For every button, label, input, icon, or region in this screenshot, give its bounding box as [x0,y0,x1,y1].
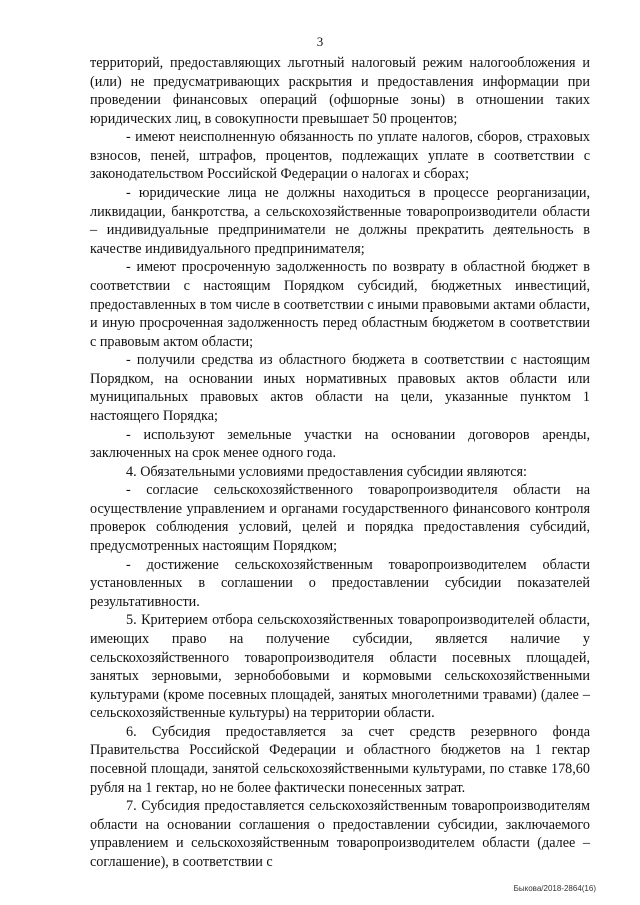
paragraph-tax-debt: - имеют неисполненную обязанность по уплате налогов, сборов, страховых взносов, пеней, штрафов, процентов, подлежащих уплате в соответствии с законодательством Российской Федерации о налогах и сборах; [90,129,590,183]
document-body [90,54,590,871]
paragraph-item-4: 4. Обязательными условиями предоставления субсидии являются: [126,463,527,480]
paragraph-item-6: 6. Субсидия предоставляется за счет средств резервного фонда Правительства Российской Федерации и областного бюджетов на 1 гектар посевной площади, занятой сельскохозяйственными культурами, по ставке 178,60 рубля на 1 гектар, но не более фактически понесенных затрат. [90,723,590,796]
paragraph-consent: - согласие сельскохозяйственного товаропроизводителя области на осуществление управлением и органами государственного финансового контроля проверок соблюдения условий, целей и порядка предоставления субсидий, предусмотренных настоящим Порядком; [90,482,590,555]
paragraph-land-lease: - используют земельные участки на основании договоров аренды, заключенных на срок менее одного года. [90,426,590,462]
paragraph-item-5: 5. Критерием отбора сельскохозяйственных товаропроизводителей области, имеющих право на получение субсидии, является наличие у сельскохозяйственного товаропроизводителя области посевных площадей, занятых зерновыми, зернобобовыми и кормовыми сельскохозяйственными культурами (кроме посевных площадей, занятых многолетними травами) (далее – сельскохозяйственные культуры) на территории области. [90,612,590,722]
paragraph-overdue-debt: - имеют просроченную задолженность по возврату в областной бюджет в соответствии с настоящим Порядком субсидий, бюджетных инвестиций, предоставленных в том числе в соответствии с иными правовыми актами области, и иную просроченная задолженность перед областным бюджетом в соответствии с правовым актом области; [90,259,590,350]
document-registration-code: Быкова/2018-2864(16) [513,884,596,893]
paragraph-continuation: территорий, предоставляющих льготный налоговый режим налогообложения и (или) не предусматривающих раскрытия и предоставления информации при проведении финансовых операций (офшорные зоны) в отношении таких юридических лиц, в совокупности превышает 50 процентов; [90,55,590,127]
paragraph-item-7: 7. Субсидия предоставляется сельскохозяйственным товаропроизводителям области на основании соглашения о предоставлении субсидии, заключаемого управлением и сельскохозяйственным товаропроизводителем области (далее – соглашение), в соответствии с [90,798,590,870]
page-number: 3 [316,34,324,49]
paragraph-received-funds: - получили средства из областного бюджета в соответствии с настоящим Порядком, на основании иных нормативных правовых актов области или муниципальных правовых актов области на цели, указанные пунктом 1 настоящего Порядка; [90,352,590,424]
paragraph-reorganization: - юридические лица не должны находиться в процессе реорганизации, ликвидации, банкротства, а сельскохозяйственные товаропроизводители области – индивидуальные предприниматели не должны прекратить деятельность в качестве индивидуального предпринимателя; [90,185,590,257]
paragraph-performance: - достижение сельскохозяйственным товаропроизводителем области установленных в соглашении о предоставлении субсидии показателей результативности. [90,556,590,610]
